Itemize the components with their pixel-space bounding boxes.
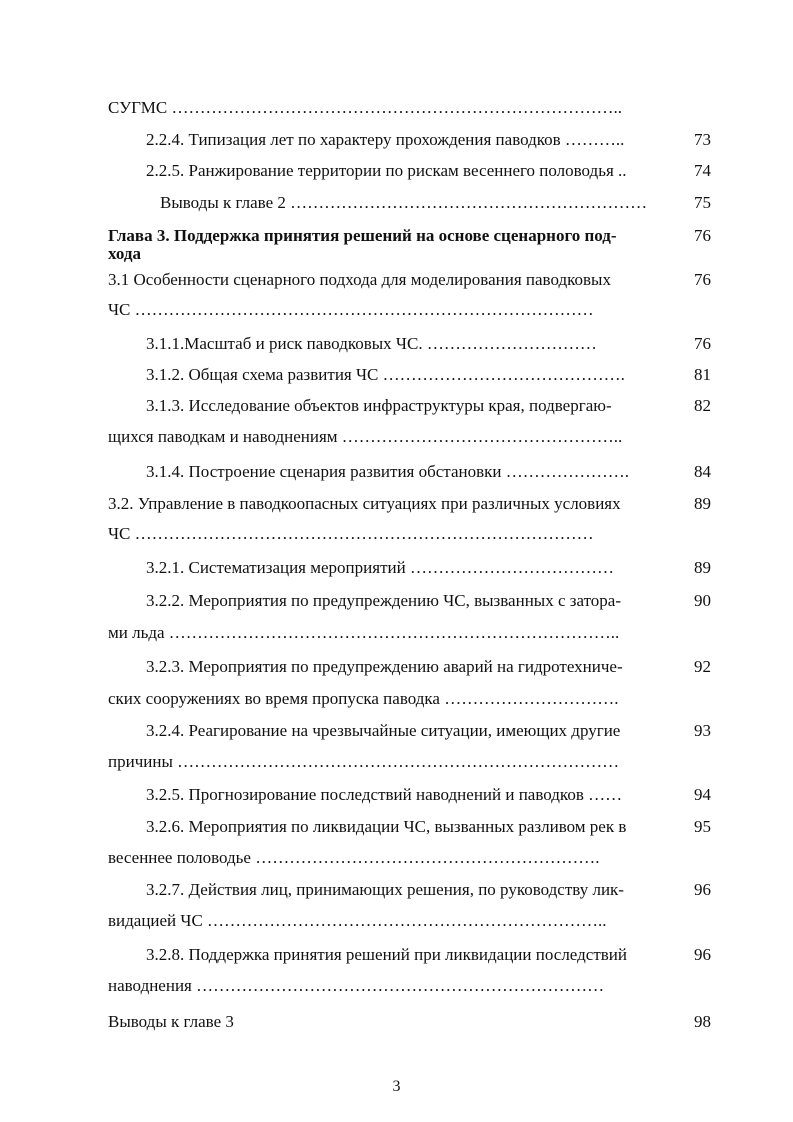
toc-entry-text: 3.2.6. Мероприятия по ликвидации ЧС, вызванных разливом рек в [146, 817, 627, 836]
toc-entry-text: хода [108, 244, 141, 263]
toc-entry-page: 74 [694, 161, 711, 180]
toc-entry-page: 96 [694, 880, 711, 899]
toc-entry-text: видацией ЧС …………………………………………………………….. [108, 911, 607, 930]
toc-entry-text: 3.1.3. Исследование объектов инфраструктуры края, подвергаю- [146, 396, 612, 415]
toc-entry-text: ских сооружениях во время пропуска паводка …………………………. [108, 689, 619, 708]
toc-entry-text: 3.2.8. Поддержка принятия решений при ликвидации последствий [146, 945, 627, 964]
toc-entry-page: 76 [694, 334, 711, 353]
toc-entry-page: 81 [694, 365, 711, 384]
toc-entry-text: ЧС ……………………………………………………………………… [108, 524, 594, 543]
toc-entry-text: 3.2. Управление в паводкоопасных ситуациях при различных условиях [108, 494, 621, 513]
toc-entry-page: 95 [694, 817, 711, 836]
page-number: 3 [392, 1078, 401, 1095]
toc-entry-page: 93 [694, 721, 711, 740]
toc-entry-text: щихся паводкам и наводнениям ………………………………………….. [108, 427, 623, 446]
toc-entry-page: 89 [694, 558, 711, 577]
toc-entry-text: 3.1.2. Общая схема развития ЧС ……………………………………. [146, 365, 625, 384]
toc-entry-text: ми льда …………………………………………………………………….. [108, 623, 620, 642]
toc-entry-text: Выводы к главе 2 ……………………………………………………… [160, 193, 648, 212]
toc-entry-text: 2.2.5. Ранжирование территории по рискам весеннего половодья .. [146, 161, 627, 180]
toc-entry-text: 3.2.4. Реагирование на чрезвычайные ситуации, имеющих другие [146, 721, 621, 740]
toc-entry-page: 94 [694, 785, 711, 804]
toc-entry-text: наводнения ……………………………………………………………… [108, 976, 605, 995]
toc-entry-text: 3.2.1. Систематизация мероприятий ……………………………… [146, 558, 614, 577]
toc-entry-text: 3.1.1.Масштаб и риск паводковых ЧС. ………………………… [146, 334, 597, 353]
toc-entry-page: 90 [694, 591, 711, 610]
toc-entry-text: причины …………………………………………………………………… [108, 752, 620, 771]
toc-entry-page: 76 [694, 226, 711, 245]
toc-entry-page: 84 [694, 462, 711, 481]
toc-entry-text: Выводы к главе 3 [108, 1012, 234, 1031]
toc-entry-text: 3.2.7. Действия лиц, принимающих решения, по руководству лик- [146, 880, 624, 899]
toc-entry-page: 75 [694, 193, 711, 212]
toc-entry-text: 3.1 Особенности сценарного подхода для моделирования паводковых [108, 270, 611, 289]
toc-entry-text: весеннее половодье ……………………………………………………. [108, 848, 600, 867]
toc-entry-page: 76 [694, 270, 711, 289]
toc-entry-page: 82 [694, 396, 711, 415]
toc-entry-text: Глава 3. Поддержка принятия решений на основе сценарного под- [108, 226, 617, 245]
toc-entry-text: СУГМС …………………………………………………………………….. [108, 98, 622, 117]
toc-entry-page: 96 [694, 945, 711, 964]
toc-entry-page: 73 [694, 130, 711, 149]
toc-entry-text: 3.1.4. Построение сценария развития обстановки …………………. [146, 462, 629, 481]
toc-entry-page: 92 [694, 657, 711, 676]
toc-entry-page: 89 [694, 494, 711, 513]
toc-entry-page: 98 [694, 1012, 711, 1031]
toc-entry-text: 3.2.3. Мероприятия по предупреждению аварий на гидротехниче- [146, 657, 623, 676]
toc-entry-text: ЧС ……………………………………………………………………… [108, 300, 594, 319]
toc-entry-text: 3.2.2. Мероприятия по предупреждению ЧС, вызванных с затора- [146, 591, 621, 610]
toc-entry-text: 2.2.4. Типизация лет по характеру прохождения паводков ……….. [146, 130, 625, 149]
toc-entry-text: 3.2.5. Прогнозирование последствий наводнений и паводков …… [146, 785, 623, 804]
